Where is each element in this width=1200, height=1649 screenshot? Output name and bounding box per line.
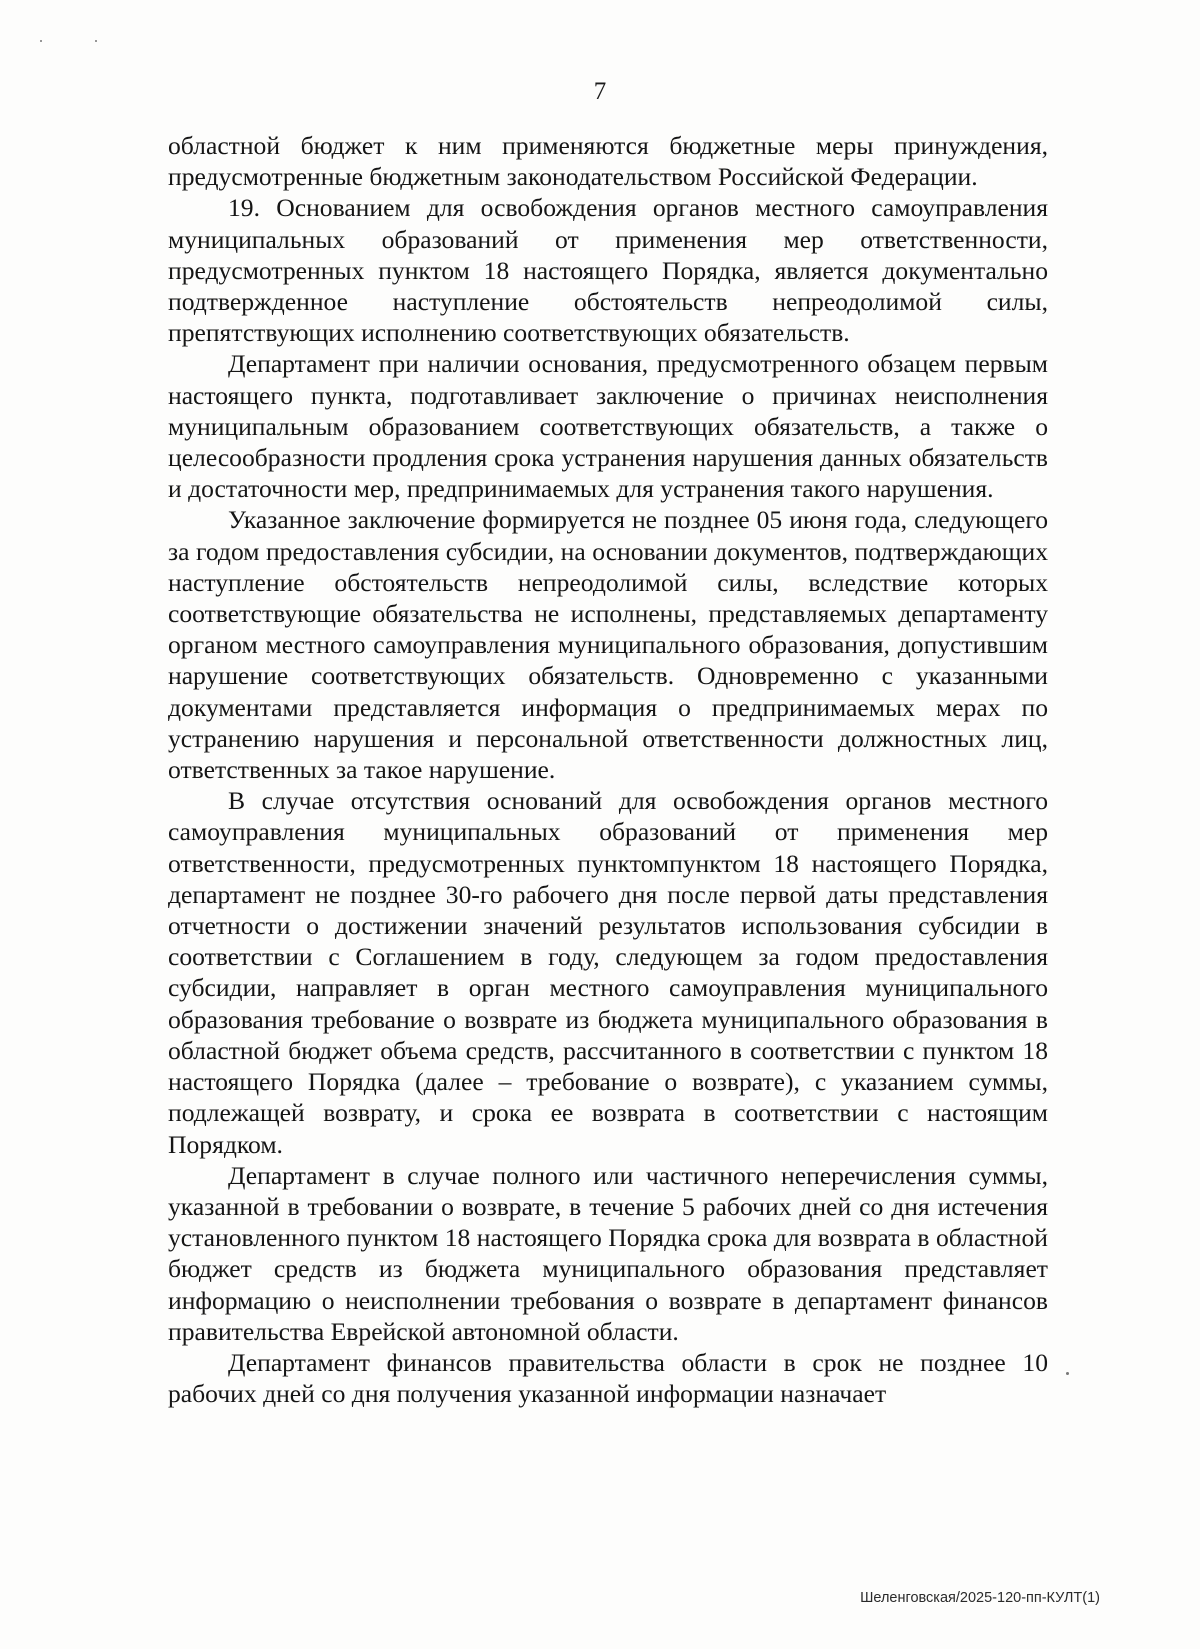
scan-speck — [40, 40, 42, 42]
scan-speck — [1066, 1372, 1069, 1375]
paragraph-item-19: 19. Основанием для освобождения органов местного самоуправления муниципальных образований от применения мер ответственности, предусмотренных пунктом 18 настоящего Порядка, является документально подтвержденное наступление обстоятельств непреодолимой силы, препятствующих исполнению соответствующих обязательств. — [168, 193, 1048, 348]
paragraph-conclusion-preparation: Департамент при наличии основания, предусмотренного обзацем первым настоящего пункта, подготавливает заключение о причинах неисполнения муниципальным образованием соответствующих обязательств, а также о целесообразности продления срока устранения нарушения данных обязательств и достаточности мер, предпринимаемых для устранения такого нарушения. — [168, 349, 1048, 504]
paragraph-continuation: областной бюджет к ним применяются бюджетные меры принуждения, предусмотренные бюджетным законодательством Российской Федерации. — [168, 131, 1048, 192]
paragraph-return-requirement: В случае отсутствия оснований для освобождения органов местного самоуправления муниципальных образований от применения мер ответственности, предусмотренных пунктомпунктом 18 настоящего Порядка, департамент не позднее 30-го рабочего дня после первой даты представления отчетности о достижении значений результатов использования субсидии в соответствии с Соглашением в году, следующем за годом предоставления субсидии, направляет в орган местного самоуправления муниципального образования требование о возврате из бюджета муниципального образования в областной бюджет объема средств, рассчитанного в соответствии с пунктом 18 настоящего Порядка (далее – требование о возврате), с указанием суммы, подлежащей возврату, и срока ее возврата в соответствии с настоящим Порядком. — [168, 786, 1048, 1159]
page-number: 7 — [593, 78, 607, 105]
document-body — [168, 130, 1048, 1409]
document-footer-code: Шеленговская/2025-120-пп-КУЛТ(1) — [860, 1590, 1100, 1606]
paragraph-non-transfer-info: Департамент в случае полного или частичного неперечисления суммы, указанной в требовании о возврате, в течение 5 рабочих дней со дня истечения установленного пунктом 18 настоящего Порядка срока для возврата в областной бюджет средств из бюджета муниципального образования представляет информацию о неисполнении требования о возврате в департамент финансов правительства Еврейской автономной области. — [168, 1160, 1048, 1346]
paragraph-conclusion-deadline: Указанное заключение формируется не позднее 05 июня года, следующего за годом предоставления субсидии, на основании документов, подтверждающих наступление обстоятельств непреодолимой силы, вследствие которых соответствующие обязательства не исполнены, представляемых департаменту органом местного самоуправления муниципального образования, допустившим нарушение соответствующих обязательств. Одновременно с указанными документами представляется информация о предпринимаемых мерах по устранению нарушения и персональной ответственности должностных лиц, ответственных за такое нарушение. — [168, 505, 1048, 785]
scan-speck — [95, 40, 97, 42]
paragraph-finance-department: Департамент финансов правительства области в срок не позднее 10 рабочих дней со дня получения указанной информации назначает — [168, 1347, 1048, 1409]
